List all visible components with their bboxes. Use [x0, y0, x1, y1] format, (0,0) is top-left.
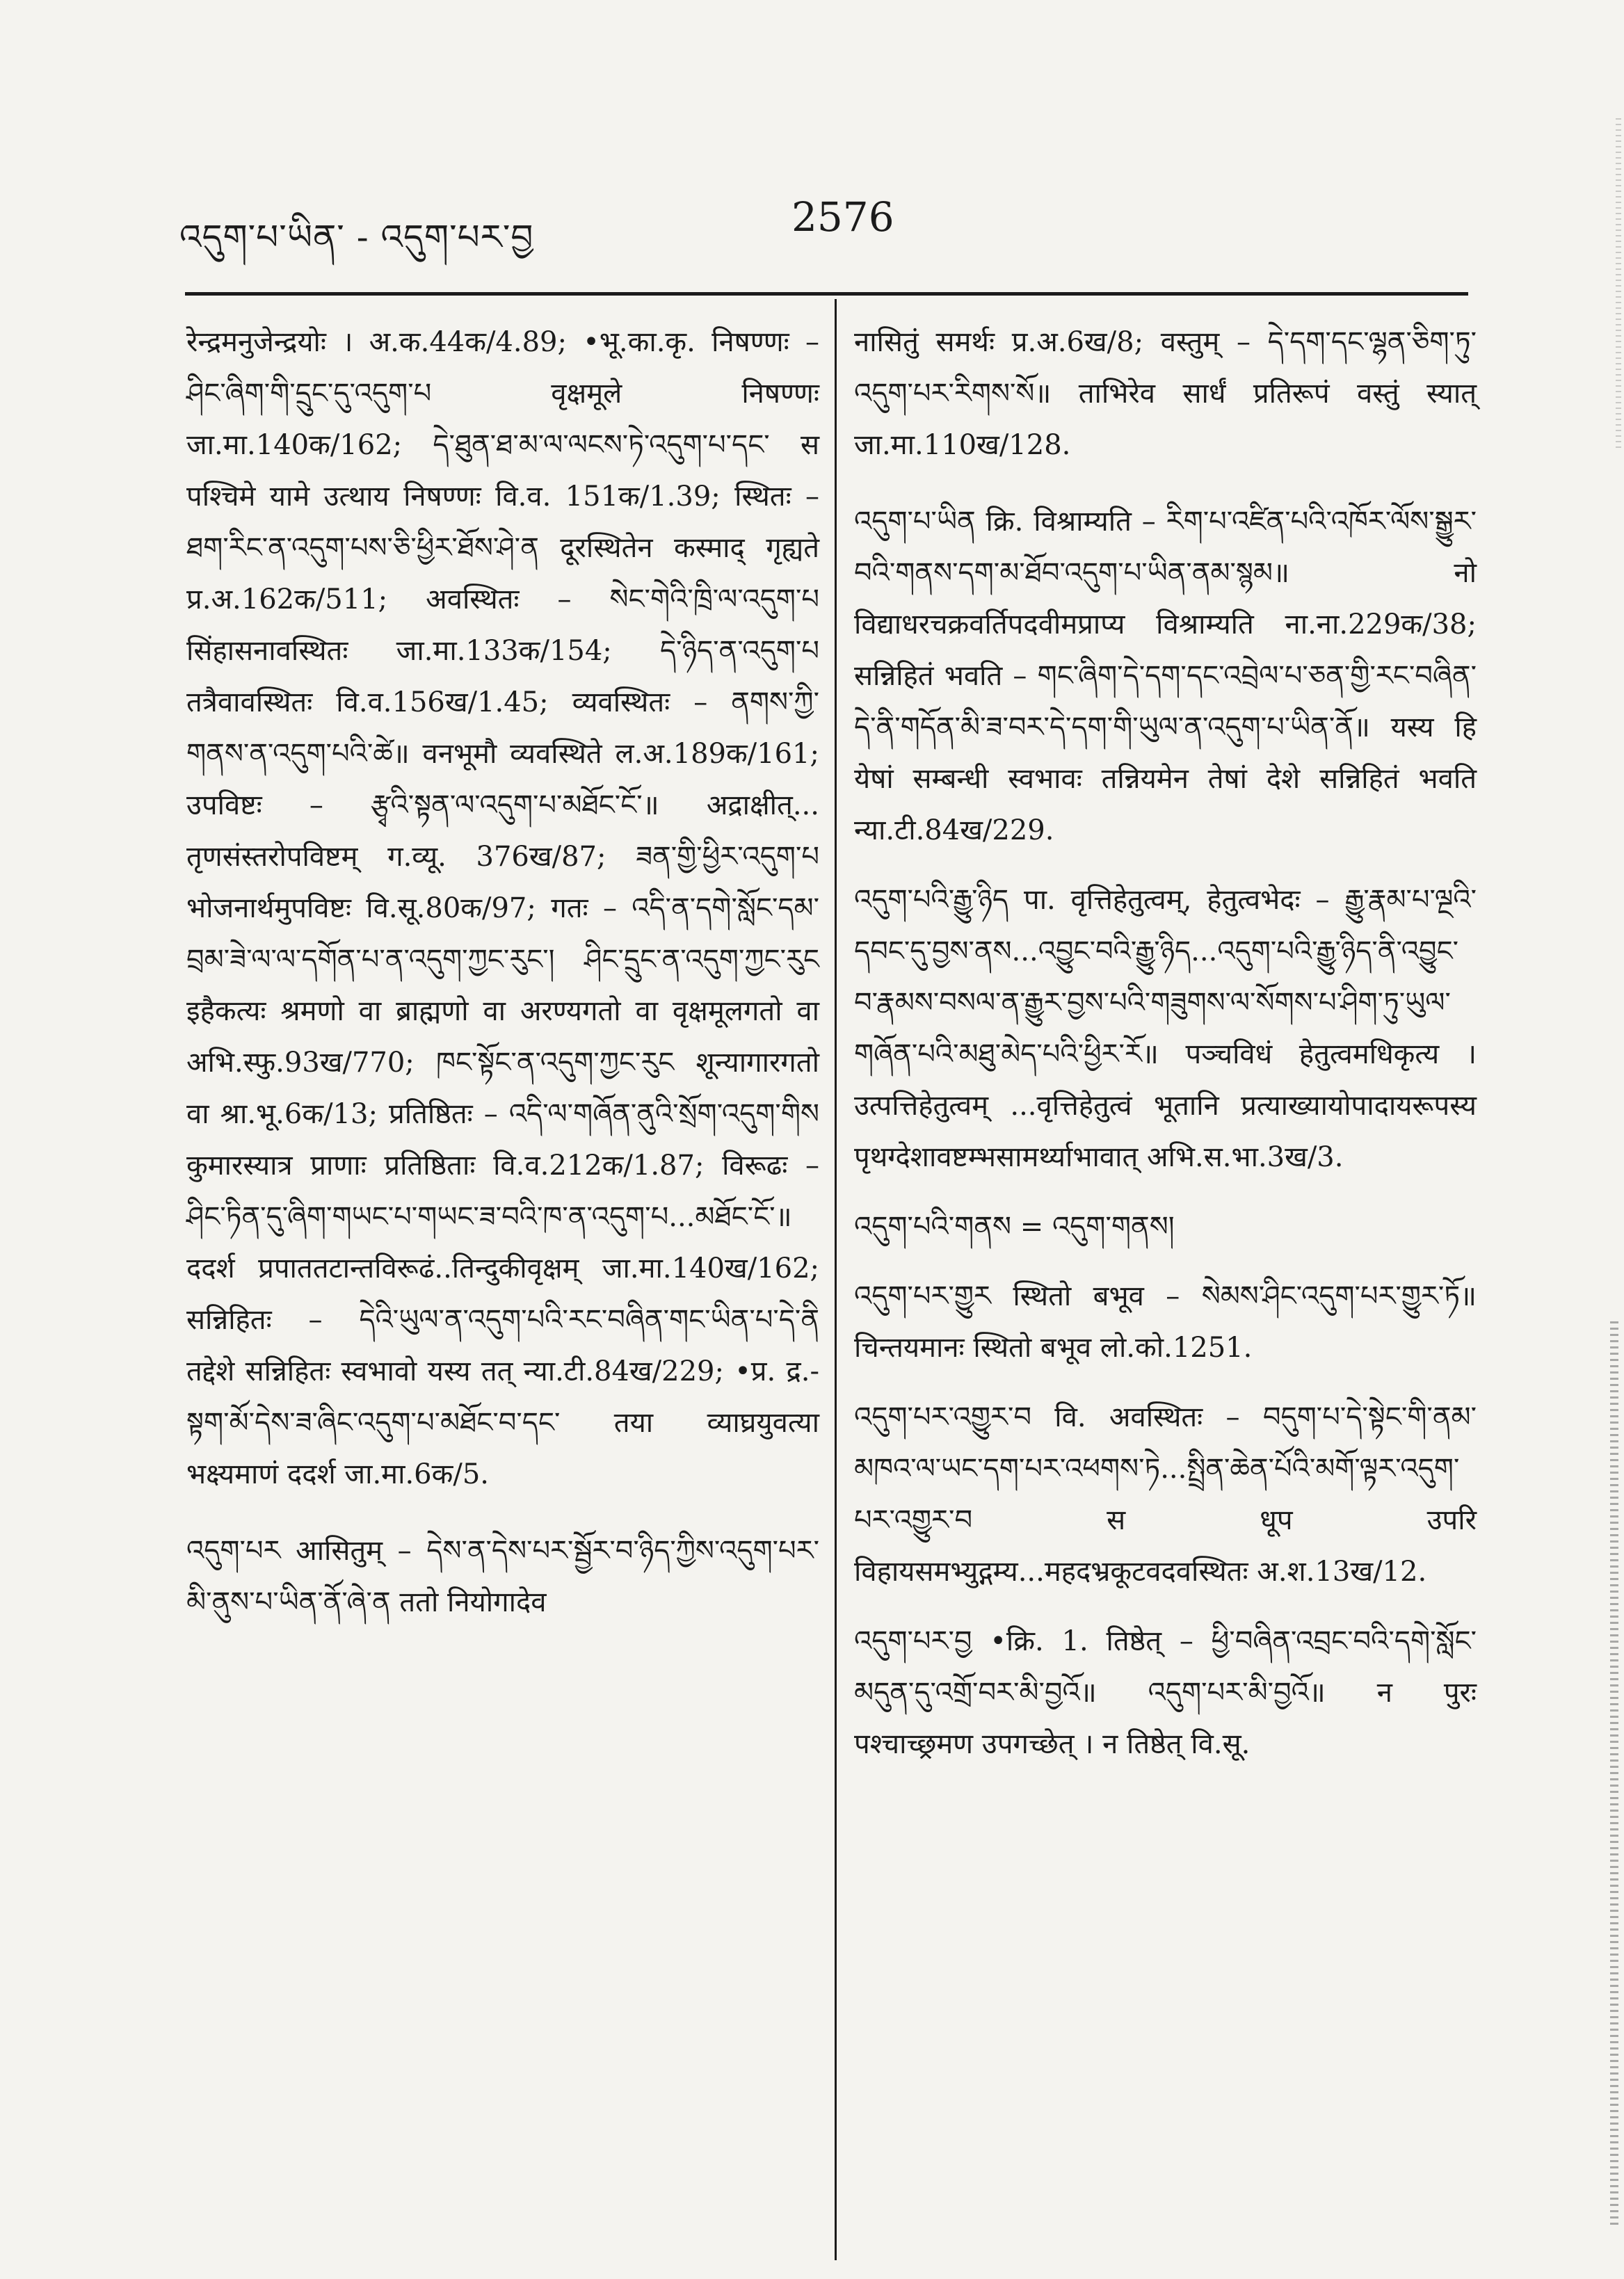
- scan-edge-noise: [1610, 1321, 1618, 2225]
- dictionary-entry: रेन्द्रमनुजेन्द्रयोः । अ.क.44क/4.89; •भू.का.कृ. निषण्णः – ཤིང་ཞིག་གི་དྲུང་དུ་འདུག་པ वृक्षमूले निषण्णः जा.मा.140क/162; དེ་ཐུན་ཐ་མ་ལ་ལངས་ཏེ་འདུག་པ་དང་ स पश्चिमे यामे उत्थाय निषण्णः वि.व. 151क/1.39; स्थितः – ཐག་རིང་ན་འདུག་པས་ཅི་ཕྱིར་ཐོས་ཤེ་ན दूरस्थितेन कस्माद् गृह्यते प्र.अ.162क/511; अवस्थितः – སེང་གེའི་ཁྲི་ལ་འདུག་པ सिंहासनावस्थितः जा.मा.133क/154; དེ་ཉིད་ན་འདུག་པ तत्रैवावस्थितः वि.व.156ख/1.45; व्यवस्थितः – ནགས་ཀྱི་གནས་ན་འདུག་པའི་ཚེ॥ वनभूमौ व्यवस्थिते ल.अ.189क/161; उपविष्टः – རྩྭའི་སྟན་ལ་འདུག་པ་མཐོང་ངོ་॥ अद्राक्षीत्... तृणसंस्तरोपविष्टम् ग.व्यू. 376ख/87; ཟན་གྱི་ཕྱིར་འདུག་པ भोजनार्थमुपविष्टः वि.सू.80क/97; गतः – འདི་ན་དགེ་སློང་དམ་བྲམ་ཟེ་ལ་ལ་དགོན་པ་ན་འདུག་ཀྱང་རུང་། ཤིང་དྲུང་ན་འདུག་ཀྱང་རུང इहैकत्यः श्रमणो वा ब्राह्मणो वा अरण्यगतो वा वृक्षमूलगतो वा अभि.स्फु.93ख/770; ཁང་སྟོང་ན་འདུག་ཀྱང་རུང शून्यागारगतो वा श्रा.भू.6क/13; प्रतिष्ठितः – འདི་ལ་གཞོན་ནུའི་སྲོག་འདུག་གིས कुमारस्यात्र प्राणाः प्रतिष्ठिताः वि.व.212क/1.87; विरूढः – ཤིང་ཏིན་དུ་ཞིག་གཡང་པ་གཡང་ཟ་བའི་ཁ་ན་འདུག་པ...མཐོང་ངོ་॥ ददर्श प्रपाततटान्तविरूढं..तिन्दुकीवृक्षम् जा.मा.140ख/162; सन्निहितः – དེའི་ཡུལ་ན་འདུག་པའི་རང་བཞིན་གང་ཡིན་པ་དེ་ནི तद्देशे सन्निहितः स्वभावो यस्य तत् न्या.टी.84ख/229; •प्र. द्र.- སྟག་མོ་དེས་ཟ་ཞིང་འདུག་པ་མཐོང་བ་དང་ तया व्याघ्रयुवत्या भक्ष्यमाणं ददर्श जा.मा.6क/5.: [186, 326, 819, 1490]
- dictionary-entry: འདུག་པར་གྱུར स्थितो बभूव – སེམས་ཤིང་འདུག་པར་གྱུར་ཏོ॥ चिन्तयमानः स्थितो बभूव लो.को.1251.: [854, 1280, 1477, 1364]
- scan-edge-noise: [1616, 118, 1621, 452]
- dictionary-entry: འདུག་པའི་རྒྱུ་ཉིད पा. वृत्तिहेतुत्वम्, हेतुत्वभेदः – རྒྱུ་རྣམ་པ་ལྔའི་དབང་དུ་བྱས་ནས...འབྱུང་བའི་རྒྱུ་ཉིད...འདུག་པའི་རྒྱུ་ཉིད་ནི་འབྱུང་བ་རྣམས་བསལ་ན་རྒྱུར་བྱས་པའི་གཟུགས་ལ་སོགས་པ་ཤིག་ཏུ་ཡུལ་གཞོན་པའི་མཐུ་མེད་པའི་ཕྱིར་རོ॥ पञ्चविधं हेतुत्वमधिकृत्य । उत्पत्तिहेतुत्वम् ...वृत्तिहेतुत्वं भूतानि प्रत्याख्यायोपादायरूपस्य पृथग्देशावष्टम्भसामर्थ्याभावात् अभि.स.भा.3ख/3.: [854, 884, 1477, 1173]
- running-head: [179, 193, 1431, 257]
- page-number: 2576: [791, 193, 894, 241]
- dictionary-entry: འདུག་པར आसितुम् – དེས་ན་དེས་པར་སྦྱོར་བ་ཉིད་ཀྱིས་འདུག་པར་མི་ནུས་པ་ཡིན་ནོ་ཞེ་ན ततो नियोगादेव: [186, 1535, 819, 1618]
- dictionary-entry: འདུག་པར་བྱ •क्रि. 1. तिष्ठेत् – ཕྱི་བཞིན་འབྲང་བའི་དགེ་སློང་མདུན་དུ་འགྲོ་བར་མི་བྱའོ॥ འདུག་པར་མི་བྱའོ॥ न पुरः पश्चाच्छ्रमण उपगच्छेत् । न तिष्ठेत् वि.सू.: [854, 1625, 1477, 1760]
- dictionary-entry: नासितुं समर्थः प्र.अ.6ख/8; वस्तुम् – དེ་དག་དང་ལྷན་ཅིག་ཏུ་འདུག་པར་རིགས་སོ॥ ताभिरेव सार्धं प्रतिरूपं वस्तुं स्यात् जा.मा.110ख/128.: [854, 326, 1477, 461]
- column-divider: [835, 299, 837, 2260]
- dictionary-entry: འདུག་པ་ཡིན क्रि. विश्राम्यति – རིག་པ་འཛིན་པའི་འཁོར་ལོས་སྒྱུར་བའི་གནས་དག་མ་ཐོབ་འདུག་པ་ཡིན་ནམ་སྙམ॥ नो विद्याधरचक्रवर्तिपदवीमप्राप्य विश्राम्यति ना.ना.229क/38; सन्निहितं भवति – གང་ཞིག་དེ་དག་དང་འབྲེལ་པ་ཅན་གྱི་རང་བཞིན་དེ་ནི་གདོན་མི་ཟ་བར་དེ་དག་གི་ཡུལ་ན་འདུག་པ་ཡིན་ནོ॥ यस्य हि येषां सम्बन्धी स्वभावः तन्नियमेन तेषां देशे सन्निहितं भवति न्या.टी.84ख/229.: [854, 506, 1477, 846]
- header-rule: [185, 292, 1468, 296]
- left-column: [186, 316, 819, 1646]
- dictionary-entry: འདུག་པའི་གནས = འདུག་གནས།: [854, 1211, 1175, 1243]
- dictionary-entry: འདུག་པར་འགྱུར་བ वि. अवस्थितः – བདུག་པ་དེ་སྟེང་གི་ནམ་མཁའ་ལ་ཡང་དག་པར་འཕགས་ཏེ...སྤྲིན་ཆེན་པོའི་མགོ་ལྟར་འདུག་པར་འགྱུར་བ स धूप उपरि विहायसमभ्युद्गम्य...महदभ्रकूटवदवस्थितः अ.श.13ख/12.: [854, 1401, 1477, 1588]
- right-column: [854, 316, 1477, 1788]
- running-head-entries: འདུག་པ་ཡིན་ - འདུག་པར་བྱ: [179, 217, 534, 257]
